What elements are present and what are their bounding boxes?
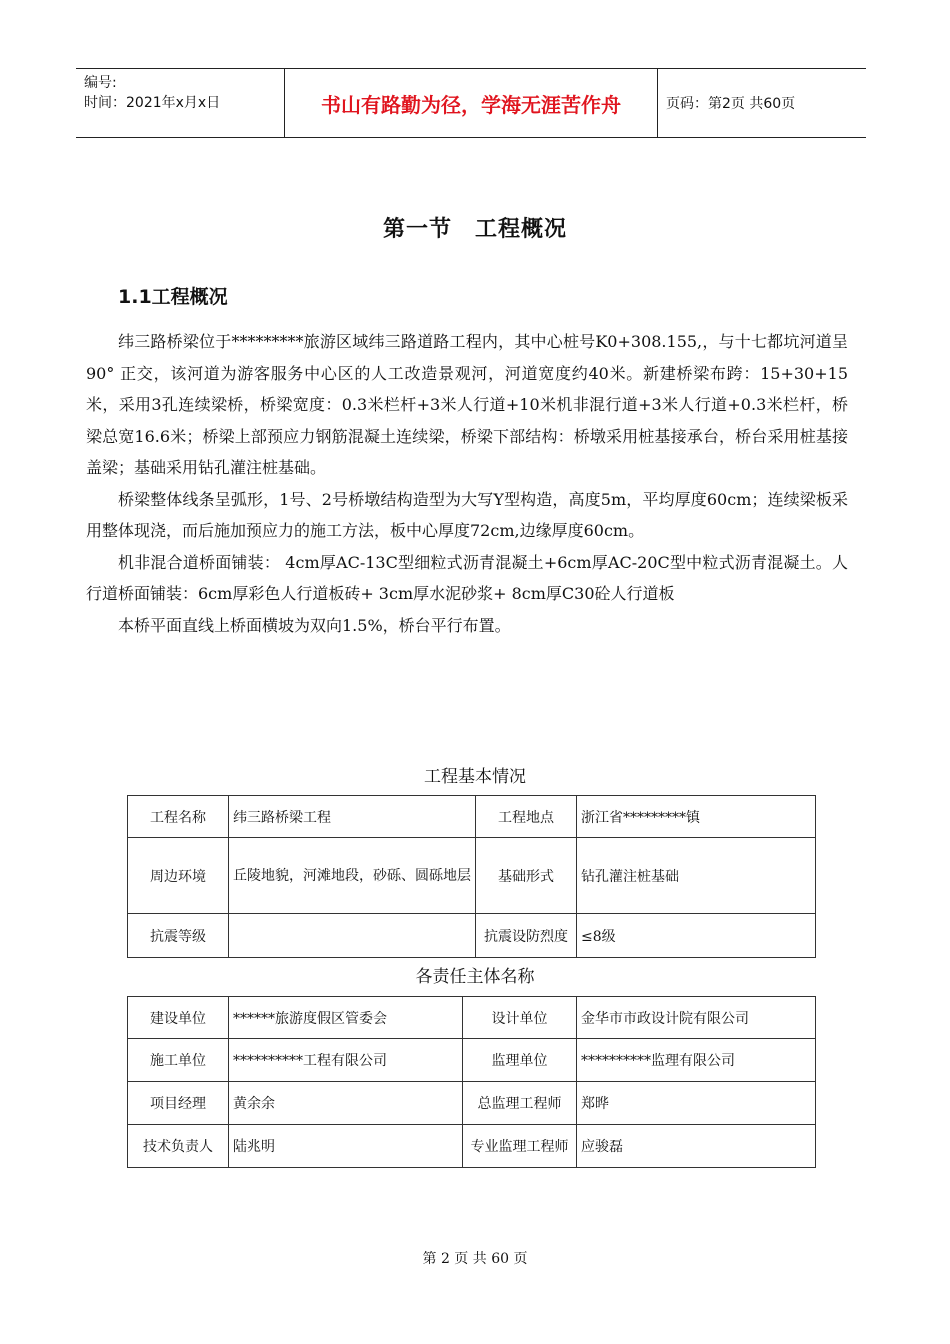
table-row [128, 796, 816, 838]
body-text [86, 326, 848, 641]
project-info-table [127, 795, 816, 958]
table-cell: 建设单位 [128, 997, 229, 1039]
table-row [128, 997, 816, 1039]
table-row [128, 838, 816, 914]
table-cell: 周边环境 [128, 838, 229, 914]
table-cell: 金华市市政设计院有限公司 [577, 997, 816, 1039]
table-cell [229, 914, 476, 958]
table-row [128, 1082, 816, 1125]
table-cell: 郑晔 [577, 1082, 816, 1125]
table-cell: 纬三路桥梁工程 [229, 796, 476, 838]
page-header [76, 68, 866, 138]
table-cell: **********工程有限公司 [229, 1039, 463, 1082]
table-cell: 总监理工程师 [463, 1082, 577, 1125]
table-cell: 专业监理工程师 [463, 1125, 577, 1168]
table2-caption: 各责任主体名称 [415, 967, 535, 987]
table-cell: ≤8级 [577, 914, 816, 958]
table-cell: 基础形式 [476, 838, 577, 914]
table-cell: 施工单位 [128, 1039, 229, 1082]
paragraph: 桥梁整体线条呈弧形，1号、2号桥墩结构造型为大写Y型构造，高度5m，平均厚度60cm；连续梁板采用整体现浇，而后施加预应力的施工方法，板中心厚度72cm,边缘厚度60cm。 [86, 489, 848, 540]
header-page-info: 页码：第2页 共60页 [666, 96, 796, 112]
subsection-title: 1.1工程概况 [118, 286, 228, 308]
responsible-parties-table [127, 996, 816, 1168]
serial-label: 编号: [84, 75, 117, 91]
table-cell: **********监理有限公司 [577, 1039, 816, 1082]
table-cell: 设计单位 [463, 997, 577, 1039]
table-cell: 工程名称 [128, 796, 229, 838]
table-row [128, 914, 816, 958]
page-footer: 第 2 页 共 60 页 [422, 1251, 528, 1267]
paragraph: 机非混合道桥面铺装： 4cm厚AC-13C型细粒式沥青混凝土+6cm厚AC-20C型中粒式沥青混凝土。人行道桥面铺装：6cm厚彩色人行道板砖+ 3cm厚水泥砂浆+ 8cm厚C30砼人行道板 [86, 552, 848, 603]
table-cell: 抗震等级 [128, 914, 229, 958]
table-cell: 陆兆明 [229, 1125, 463, 1168]
table-cell: 监理单位 [463, 1039, 577, 1082]
table-cell: 钻孔灌注桩基础 [577, 838, 816, 914]
table-cell: 抗震设防烈度 [476, 914, 577, 958]
table-cell: 项目经理 [128, 1082, 229, 1125]
table-row [128, 1039, 816, 1082]
paragraph: 纬三路桥梁位于*********旅游区域纬三路道路工程内，其中心桩号K0+308.155,，与十七都坑河道呈90° 正交，该河道为游客服务中心区的人工改造景观河，河道宽度约40米。新建桥梁布跨：15+30+15米，采用3孔连续梁桥，桥梁宽度：0.3米栏杆+3米人行道+10米机非混行道+3米人行道+0.3米栏杆，桥梁总宽16.6米；桥梁上部预应力钢筋混凝土连续梁，桥梁下部结构：桥墩采用桩基接承台，桥台采用桩基接盖梁；基础采用钻孔灌注桩基础。 [86, 332, 848, 477]
section-title: 第一节 工程概况 [382, 217, 567, 242]
table-cell: 应骏磊 [577, 1125, 816, 1168]
table-cell: 工程地点 [476, 796, 577, 838]
header-meta [76, 69, 285, 137]
table1-caption: 工程基本情况 [424, 767, 526, 787]
date-label: 时间：2021年x月x日 [84, 95, 221, 111]
table-cell: 丘陵地貌，河滩地段，砂砾、圆砾地层 [229, 838, 476, 914]
header-motto: 书山有路勤为径，学海无涯苦作舟 [285, 69, 658, 137]
table-cell: 技术负责人 [128, 1125, 229, 1168]
table-cell: 浙江省*********镇 [577, 796, 816, 838]
table-row [128, 1125, 816, 1168]
table-cell: ******旅游度假区管委会 [229, 997, 463, 1039]
table-cell: 黄余余 [229, 1082, 463, 1125]
paragraph: 本桥平面直线上桥面横坡为双向1.5%，桥台平行布置。 [118, 615, 511, 635]
